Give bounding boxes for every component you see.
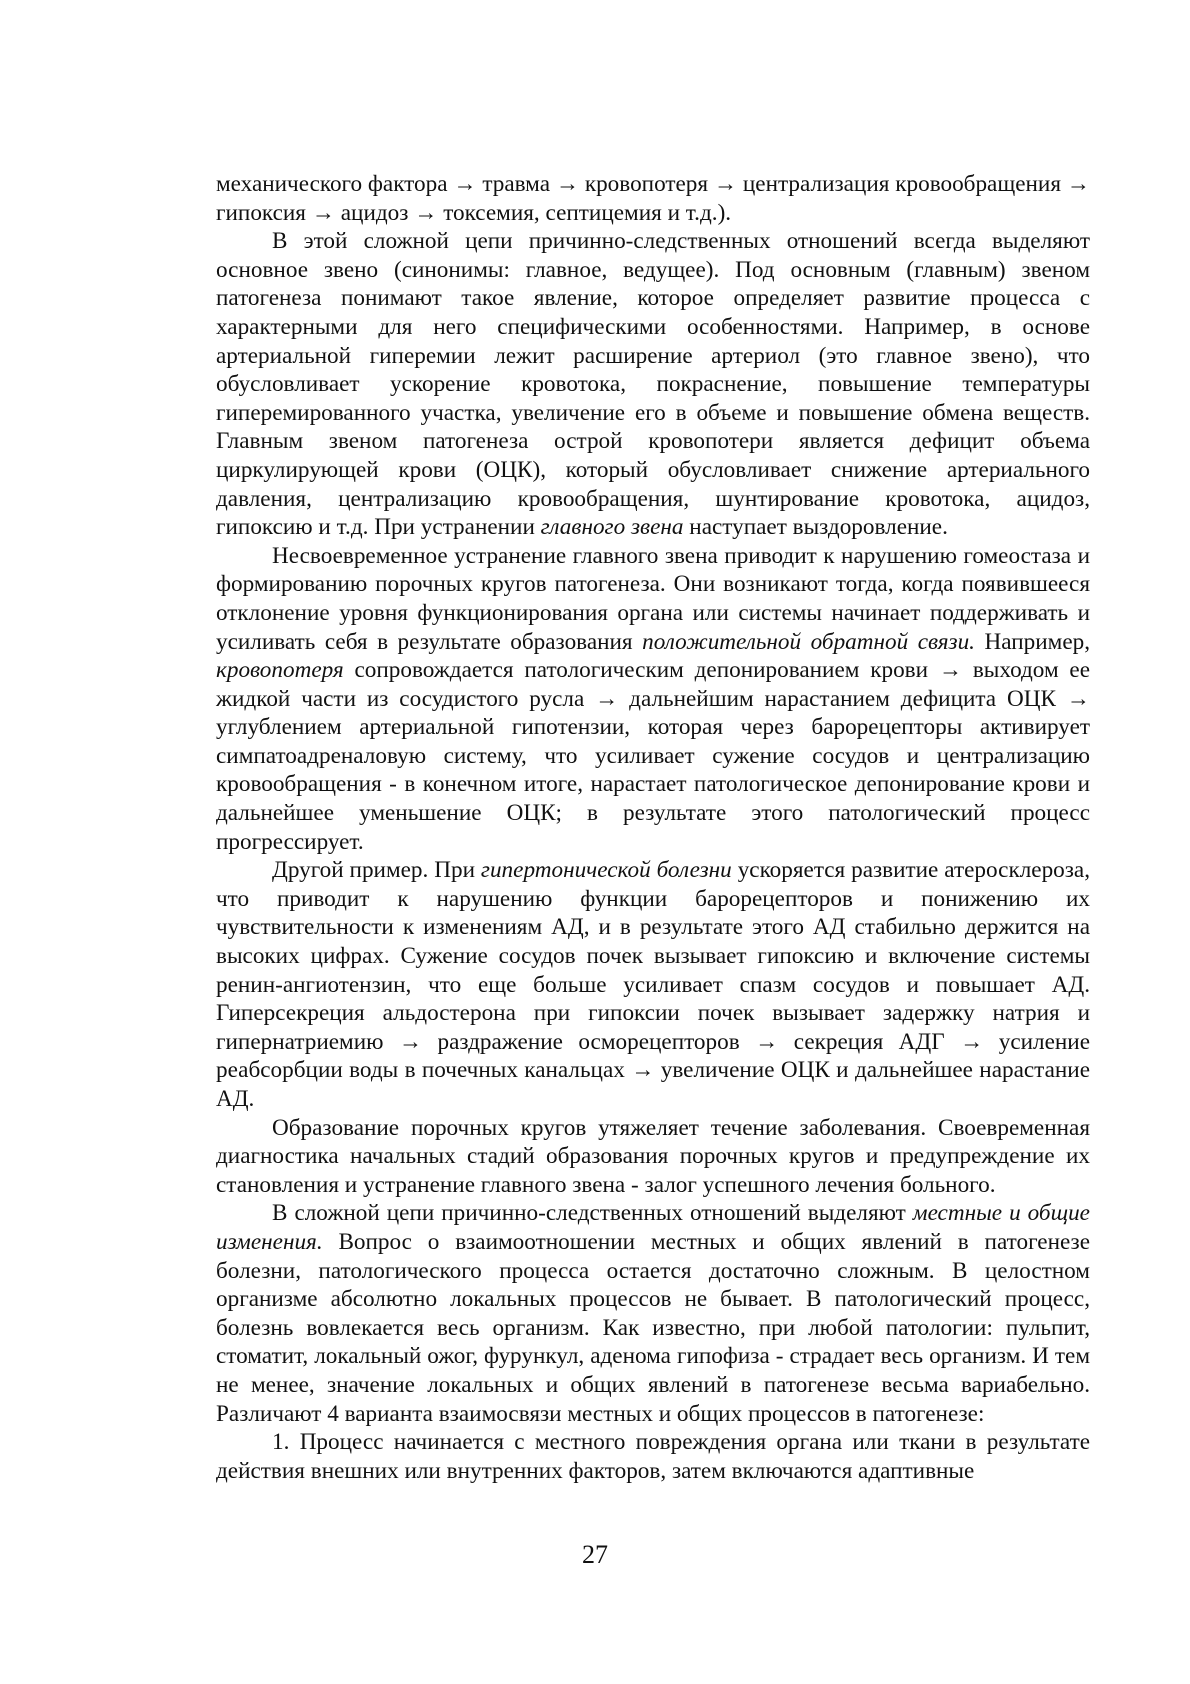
paragraph-1: механического фактора → травма → кровопотеря → централизация кровообращения → гипоксия → ацидоз → токсемия, септицемия и т.д.). (216, 171, 1090, 226)
paragraph-5: Образование порочных кругов утяжеляет течение заболевания. Своевременная диагностика начальных стадий образования порочных кругов и предупреждение их становления и устранение главного звена - залог успешного лечения больного. (216, 1114, 1090, 1198)
paragraph-6-text-b: Вопрос о взаимоотношении местных и общих явлений в патогенезе болезни, патологического процесса остается достаточно сложным. В целостном организме абсолютно локальных процессов не бывает. В патологический процесс, болезнь вовлекается весь организм. Как известно, при любой патологии: пульпит, стоматит, локальный ожог, фурункул, аденома гипофиза - страдает весь организм. И тем не менее, значение локальных и общих явлений в патогенезе весьма вариабельно. Различают 4 варианта взаимосвязи местных и общих процессов в патогенезе: (216, 1228, 1090, 1427)
paragraph-3-text-a: Несвоевременное устранение главного звена приводит к нарушению гомеостаза и формированию порочных кругов патогенеза. Они возникают тогда, когда появившееся отклонение уровня функционирования органа или системы начинает поддерживать и усиливать себя в результате образования (216, 542, 1090, 655)
paragraph-3-emphasis-2: кровопотеря (216, 657, 344, 684)
paragraph-2-text-a: В этой сложной цепи причинно-следственных отношений всегда выделяют основное звено (синонимы: главное, ведущее). Под основным (главным) звеном патогенеза понимают такое явление, которое определяет развитие процесса с характерными для него специфическими особенностями. Например, в основе артериальной гиперемии лежит расширение артериол (это главное звено), что обусловливает ускорение кровотока, покраснение, повышение температуры гиперемированного участка, увеличение его в объеме и повышение обмена веществ. Главным звеном патогенеза острой кровопотери является дефицит объема циркулирующей крови (ОЦК), который обусловливает снижение артериального давления, централизацию кровообращения, шунтирование кровотока, ацидоз, гипоксию и т.д. При устранении (216, 228, 1090, 541)
page-body (216, 170, 1090, 1485)
page-number: 27 (582, 1540, 608, 1569)
paragraph-4-text-b: ускоряется развитие атеросклероза, что приводит к нарушению функции барорецепторов и понижению их чувствительности к изменениям АД, и в результате этого АД стабильно держится на высоких цифрах. Сужение сосудов почек вызывает гипоксию и включение системы ренин-ангиотензин, что еще больше усиливает спазм сосудов и повышает АД. Гиперсекреция альдостерона при гипоксии почек вызывает задержку натрия и гипернатриемию → раздражение осморецепторов → секреция АДГ → усиление реабсорбции воды в почечных канальцах → увеличение ОЦК и дальнейшее нарастание АД. (216, 857, 1091, 1112)
paragraph-2-text-b: наступает выздоровление. (683, 514, 948, 541)
paragraph-3-text-c: сопровождается патологическим депонированием крови → выходом ее жидкой части из сосудистого русла → дальнейшим нарастанием дефицита ОЦК → углублением артериальной гипотензии, которая через барорецепторы активирует симпатоадреналовую систему, что усиливает сужение сосудов и централизацию кровообращения - в конечном итоге, нарастает патологическое депонирование крови и дальнейшее уменьшение ОЦК; в результате этого патологический процесс прогрессирует. (216, 657, 1090, 855)
paragraph-6 (216, 1199, 1090, 1428)
paragraph-6-emphasis-1: местные и общие изменения. (216, 1200, 1090, 1255)
paragraph-4-emphasis-1: гипертонической болезни (480, 857, 732, 884)
paragraph-3-text-b: Например, (974, 628, 1090, 655)
paragraph-3 (216, 542, 1090, 857)
paragraph-3-emphasis-1: положительной обратной связи. (642, 628, 975, 655)
paragraph-2-emphasis-1: главного звена (540, 514, 684, 541)
paragraph-4 (216, 856, 1090, 1113)
paragraph-2 (216, 227, 1090, 542)
paragraph-4-text-a: Другой пример. При (272, 857, 481, 884)
paragraph-7: 1. Процесс начинается с местного повреждения органа или ткани в результате действия внешних или внутренних факторов, затем включаются адаптивные (216, 1429, 1090, 1484)
paragraph-6-text-a: В сложной цепи причинно-следственных отношений выделяют (272, 1200, 913, 1227)
